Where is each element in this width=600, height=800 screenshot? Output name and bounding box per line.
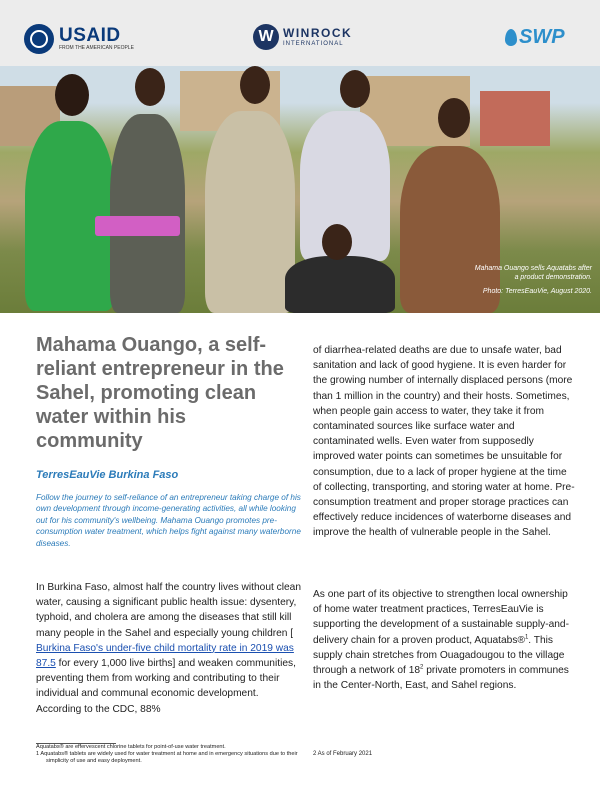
swp-name: SWP <box>519 26 565 48</box>
body-paragraph-1-continued: of diarrhea-related deaths are due to unsafe water, bad sanitation and lack of good hygiene. It is even harder for the growing number of internally displaced persons (more than 1 million in the country) and their hosts. Sometimes, when people gain access to water, they take it from contaminated sources like surface water and contaminated wells. Even water from supposedly improved water points can sometimes be unsuitable for consumption, due to a lack of proper hygiene at the time of collecting, transporting, and storing water at home. Pre-consumption treatment and proper storage practices can effectively reduce incidences of waterborne diseases and improve the health of vulnerable people in the Sahel. <box>313 345 575 539</box>
water-drop-icon <box>505 29 517 46</box>
usaid-tagline: FROM THE AMERICAN PEOPLE <box>59 45 134 51</box>
mortality-rate-link[interactable]: Burkina Faso's under-five child mortality rate in 2019 was 87.5 <box>36 642 294 670</box>
footnote-ref-1: 1 <box>524 634 529 641</box>
p2-text-a: As one part of its objective to strengthen local ownership of home water treatment practices, TerresEauVie is supporting the development of a sustainable supply-and-delivery chain for a proven product, Aquatabs® <box>313 589 569 646</box>
p2-text-b: . This supply chain stretches from Ouagadougou to the village through a network of 18 <box>313 634 565 677</box>
caption-text: Mahama Ouango sells Aquatabs after a product demonstration. <box>474 265 592 281</box>
p1-text-b: for every 1,000 live births] and weaken communities, preventing them from working and contributing to their individual and communal economic development. According to the CDC, 88% <box>36 658 296 715</box>
p2-text-c: private promoters in communes in the Center-North, East, and Sahel regions. <box>313 665 569 692</box>
body-paragraph-2 <box>313 587 575 693</box>
photo-credit: Photo: TerresEauVie, August 2020. <box>482 288 592 295</box>
usaid-seal-icon <box>24 24 54 54</box>
footnotes-left <box>36 744 306 764</box>
p1-text-a: In Burkina Faso, almost half the country lives without clean water, causing a significant public health issue: dysentery, typhoid, and cholera are among the diseases that still kill many people in the Sahel and especially young children [ <box>36 582 302 639</box>
footnote-0: Aquatabs® are effervescent chlorine tablets for point-of-use water treatment. <box>36 744 226 750</box>
body-paragraph-1 <box>36 580 304 717</box>
footnote-2: 2 As of February 2021 <box>313 751 373 757</box>
photo-caption <box>472 264 592 296</box>
swp-logo <box>505 27 565 47</box>
winrock-mark-icon: W <box>253 24 279 50</box>
article-intro: Follow the journey to self-reliance of an entrepreneur taking charge of his own development through income-generating activities, all while looking out for his community's wellbeing. Mahama Ouango promotes pre-consumption water treatment, which helps fight against many waterborne diseases. <box>36 493 301 548</box>
winrock-name: WINROCK <box>283 25 353 40</box>
usaid-name: USAID <box>59 25 121 46</box>
footnote-ref-2: 2 <box>420 664 424 671</box>
winrock-tagline: INTERNATIONAL <box>283 40 344 47</box>
usaid-logo <box>24 24 134 54</box>
article-subtitle: TerresEauVie Burkina Faso <box>36 469 179 481</box>
article-title: Mahama Ouango, a self-reliant entrepreneur in the Sahel, promoting clean water within his community <box>36 334 284 452</box>
winrock-logo <box>253 24 352 50</box>
footnote-1: 1 Aquatabs® tablets are widely used for water treatment at home and in emergency situations due to their simplicity of use and easy deployment. <box>36 750 298 764</box>
page-header <box>0 0 600 66</box>
